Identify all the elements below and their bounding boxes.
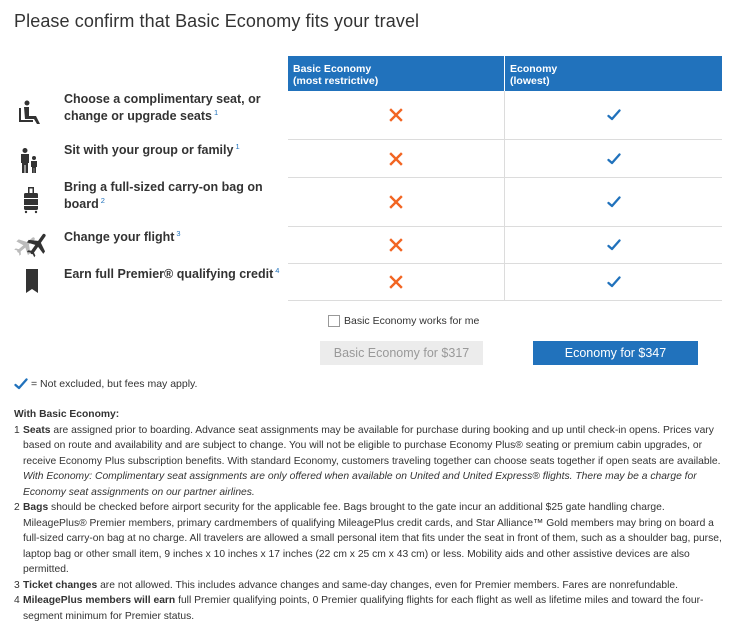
basic-economy-cell xyxy=(288,91,505,139)
footnote-ref[interactable]: 4 xyxy=(275,265,280,275)
select-economy-button[interactable]: Economy for $347 xyxy=(533,341,698,365)
feature-row-premier-credit xyxy=(0,264,288,301)
carry-on-bag-icon xyxy=(18,186,46,214)
check-icon xyxy=(607,109,621,121)
legend-text: = Not excluded, but fees may apply. xyxy=(31,378,198,390)
table-row xyxy=(288,178,722,227)
basic-economy-confirm[interactable] xyxy=(328,315,479,327)
column-header-basic-economy: Basic Economy (most restrictive) xyxy=(288,56,505,91)
feature-row-seats xyxy=(0,91,288,140)
footnote-1: 1 Seats are assigned prior to boarding. Advance seat assignments may be available for purchase during booking and up until check-in opens. Prices vary based on route and availability and are subject to change. You will not be eligible to purchase Economy Plus® seating or premium cabin upgrades, or receive Economy Plus subscription benefits. With standard Economy, customers traveling together can choose seats together if open seats are available. With Economy: Complimentary seat assignments are only offered when available on United and United Express® flights. There may be a charge for Economy seat assignments on our partner airlines. xyxy=(14,424,721,498)
column-header-economy: Economy (lowest) xyxy=(510,63,558,87)
footnote-ref[interactable]: 1 xyxy=(213,107,219,117)
basic-economy-cell xyxy=(288,140,505,177)
change-flight-icon xyxy=(14,230,54,258)
footnote-ref[interactable]: 2 xyxy=(100,195,105,205)
basic-economy-cell xyxy=(288,178,505,226)
feature-label: Earn full Premier® qualifying credit xyxy=(64,267,274,281)
footnote-ref[interactable]: 3 xyxy=(176,228,181,238)
check-icon xyxy=(607,276,621,288)
check-icon xyxy=(607,196,621,208)
check-icon xyxy=(607,239,621,251)
check-icon xyxy=(14,378,28,390)
feature-label: Sit with your group or family xyxy=(64,143,234,157)
table-header xyxy=(288,56,722,91)
page-title: Please confirm that Basic Economy fits your travel xyxy=(14,11,420,31)
economy-cell xyxy=(505,227,722,263)
economy-cell xyxy=(505,91,722,139)
x-icon xyxy=(389,195,403,209)
feature-row-family xyxy=(0,140,288,178)
basic-economy-cell xyxy=(288,264,505,300)
feature-label: Change your flight xyxy=(64,230,175,244)
feature-row-change-flight xyxy=(0,227,288,264)
table-row xyxy=(288,140,722,178)
table-row xyxy=(288,227,722,264)
footnote-2: 2 Bags should be checked before airport security for the applicable fee. Bags brought to the gate incur an additional $25 gate handling charge. MileagePlus® Premier members, primary cardmembers of qualifying MileagePlus credit cards, and Star Alliance™ Gold members may bring on board a full-sized carry-on bag at no charge. All travelers are allowed a small personal item that fits under the seat in front of them, such as a shoulder bag, purse, laptop bag or other small item, 9 inches x 10 inches x 17 inches (22 cm x 25 cm x 43 cm) or less. Mobility aids and other assistive devices are also permitted. xyxy=(14,502,722,575)
x-icon xyxy=(389,238,403,252)
family-icon xyxy=(18,147,46,175)
select-basic-economy-button[interactable]: Basic Economy for $317 xyxy=(320,341,483,365)
footnote-4: 4 MileagePlus members will earn full Premier qualifying points, 0 Premier qualifying flights for each flight as well as lifetime miles and toward the four-segment minimum for Premier status. xyxy=(14,595,704,622)
economy-cell xyxy=(505,178,722,226)
x-icon xyxy=(389,275,403,289)
check-icon xyxy=(607,153,621,165)
economy-cell xyxy=(505,264,722,300)
economy-cell xyxy=(505,140,722,177)
basic-economy-checkbox[interactable] xyxy=(328,315,340,327)
table-row xyxy=(288,91,722,140)
feature-row-carry-on xyxy=(0,178,288,227)
footnote-ref[interactable]: 1 xyxy=(235,141,240,151)
feature-label: Bring a full-sized carry-on bag on board xyxy=(64,180,263,211)
seat-icon xyxy=(18,99,46,127)
table-row xyxy=(288,264,722,301)
fare-comparison-table xyxy=(288,56,722,301)
checkbox-label: Basic Economy works for me xyxy=(344,315,480,327)
feature-label: Choose a complimentary seat, or change or upgrade seats xyxy=(64,92,261,123)
footnote-3: 3 Ticket changes are not allowed. This includes advance changes and same-day changes, even for Premier members. Fares are nonrefundable. xyxy=(14,579,678,591)
x-icon xyxy=(389,152,403,166)
footnotes xyxy=(14,407,726,624)
basic-economy-cell xyxy=(288,227,505,263)
bookmark-icon xyxy=(18,267,46,295)
notes-heading: With Basic Economy: xyxy=(14,409,120,420)
x-icon xyxy=(389,108,403,122)
legend xyxy=(14,378,197,390)
